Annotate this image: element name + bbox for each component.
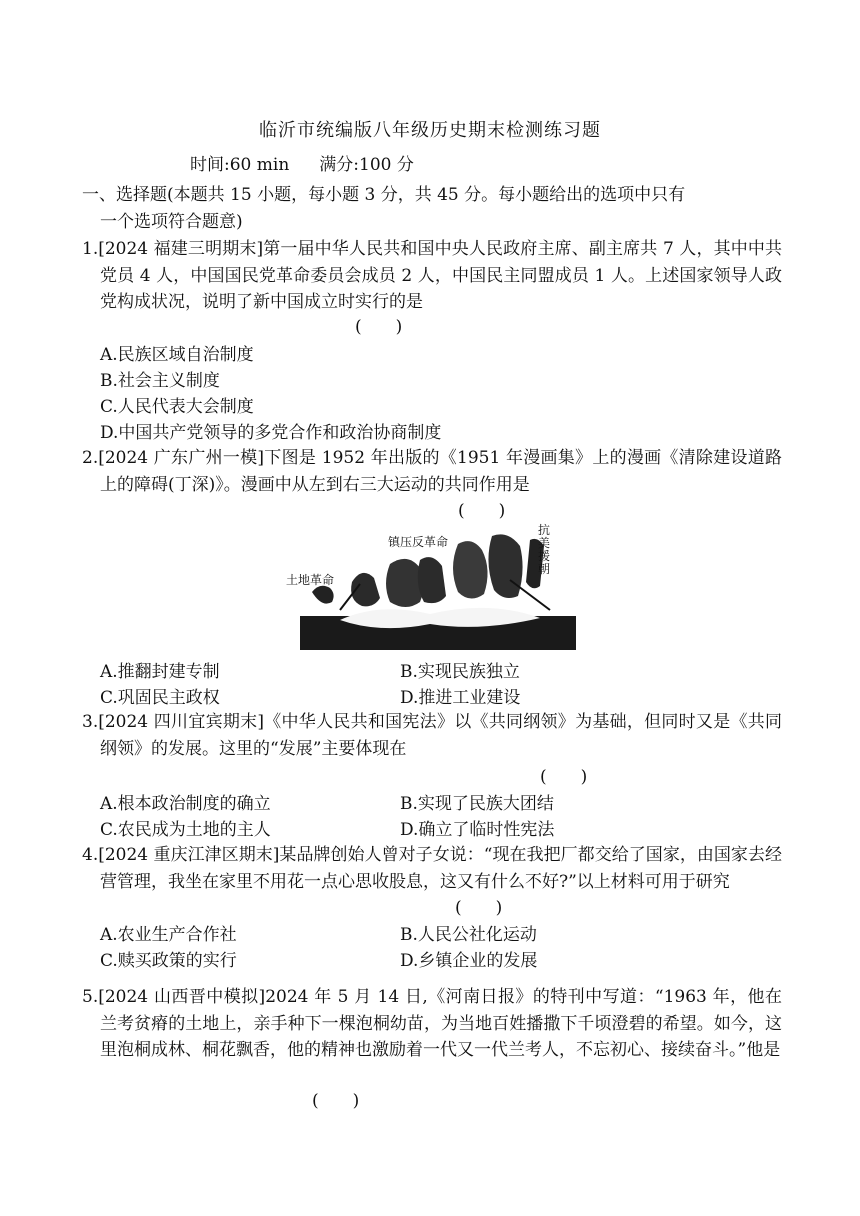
question-3-option-a: A.根本政治制度的确立 <box>100 794 271 814</box>
question-3-option-b: B.实现了民族大团结 <box>400 794 554 814</box>
question-3-answer-blank: ( ) <box>540 767 588 787</box>
cartoon-label-resist-us-aid-korea: 抗美援朝 <box>538 523 551 576</box>
question-3-option-c: C.农民成为土地的主人 <box>100 820 271 840</box>
question-4 <box>82 842 782 895</box>
exam-meta <box>190 150 414 175</box>
question-5-stem: 5.[2024 山西晋中模拟]2024 年 5 月 14 日,《河南日报》的特刊中写道：“1963 年，他在兰考贫瘠的土地上，亲手种下一棵泡桐幼苗，为当地百姓播撒下千顷澄碧的希望。如今，这里泡桐成林、桐花飘香，他的精神也激励着一代又一代兰考人，不忘初心、接续奋斗。”他是 <box>82 987 782 1060</box>
question-2-option-c: C.巩固民主政权 <box>100 688 220 708</box>
question-1-option-d: D.中国共产党领导的多党合作和政治协商制度 <box>100 423 442 443</box>
question-4-option-d: D.乡镇企业的发展 <box>400 951 538 971</box>
section-heading-line2: 一个选项符合题意) <box>100 212 243 232</box>
question-4-answer-blank: ( ) <box>455 898 503 918</box>
question-5-answer-blank: ( ) <box>312 1091 360 1111</box>
question-1-stem: 1.[2024 福建三明期末]第一届中华人民共和国中央人民政府主席、副主席共 7 人，其中中共党员 4 人，中国国民党革命委员会成员 2 人，中国民主同盟成员 1 人。上述国家领导人政党构成状况，说明了新中国成立时实行的是 <box>82 239 782 312</box>
question-2-answer-blank: ( ) <box>458 501 506 521</box>
question-5 <box>82 984 782 1064</box>
question-1 <box>82 236 782 316</box>
question-3-stem: 3.[2024 四川宜宾期末]《中华人民共和国宪法》以《共同纲领》为基础，但同时又是《共同纲领》的发展。这里的“发展”主要体现在 <box>82 712 782 759</box>
question-2 <box>82 445 782 498</box>
question-4-option-c: C.赎买政策的实行 <box>100 951 237 971</box>
question-1-option-a: A.民族区域自治制度 <box>100 345 254 365</box>
time-limit: 时间:60 min <box>190 155 290 175</box>
section-heading <box>82 182 782 236</box>
question-4-option-a: A.农业生产合作社 <box>100 925 237 945</box>
cartoon-image <box>286 520 576 650</box>
question-1-option-c: C.人民代表大会制度 <box>100 397 254 417</box>
question-1-option-b: B.社会主义制度 <box>100 371 220 391</box>
question-2-option-b: B.实现民族独立 <box>400 662 520 682</box>
cartoon-label-land-revolution: 土地革命 <box>286 573 335 587</box>
exam-title: 临沂市统编版八年级历史期末检测练习题 <box>259 120 601 141</box>
full-score: 满分:100 分 <box>319 155 414 175</box>
question-2-option-d: D.推进工业建设 <box>400 688 521 708</box>
question-4-stem: 4.[2024 重庆江津区期末]某品牌创始人曾对子女说：“现在我把厂都交给了国家，由国家去经营管理，我坐在家里不用花一点心思收股息，这又有什么不好?”以上材料可用于研究 <box>82 845 782 892</box>
question-4-option-b: B.人民公社化运动 <box>400 925 537 945</box>
question-1-answer-blank: ( ) <box>355 317 403 337</box>
question-3-option-d: D.确立了临时性宪法 <box>400 820 555 840</box>
question-2-option-a: A.推翻封建专制 <box>100 662 220 682</box>
question-2-stem: 2.[2024 广东广州一模]下图是 1952 年出版的《1951 年漫画集》上的漫画《清除建设道路上的障碍(丁深)》。漫画中从左到右三大运动的共同作用是 <box>82 448 782 495</box>
section-heading-line1: 一、选择题(本题共 15 小题，每小题 3 分，共 45 分。每小题给出的选项中只有 <box>82 185 686 205</box>
cartoon-label-suppress-counterrevolution: 镇压反革命 <box>388 535 449 549</box>
question-3 <box>82 709 782 762</box>
